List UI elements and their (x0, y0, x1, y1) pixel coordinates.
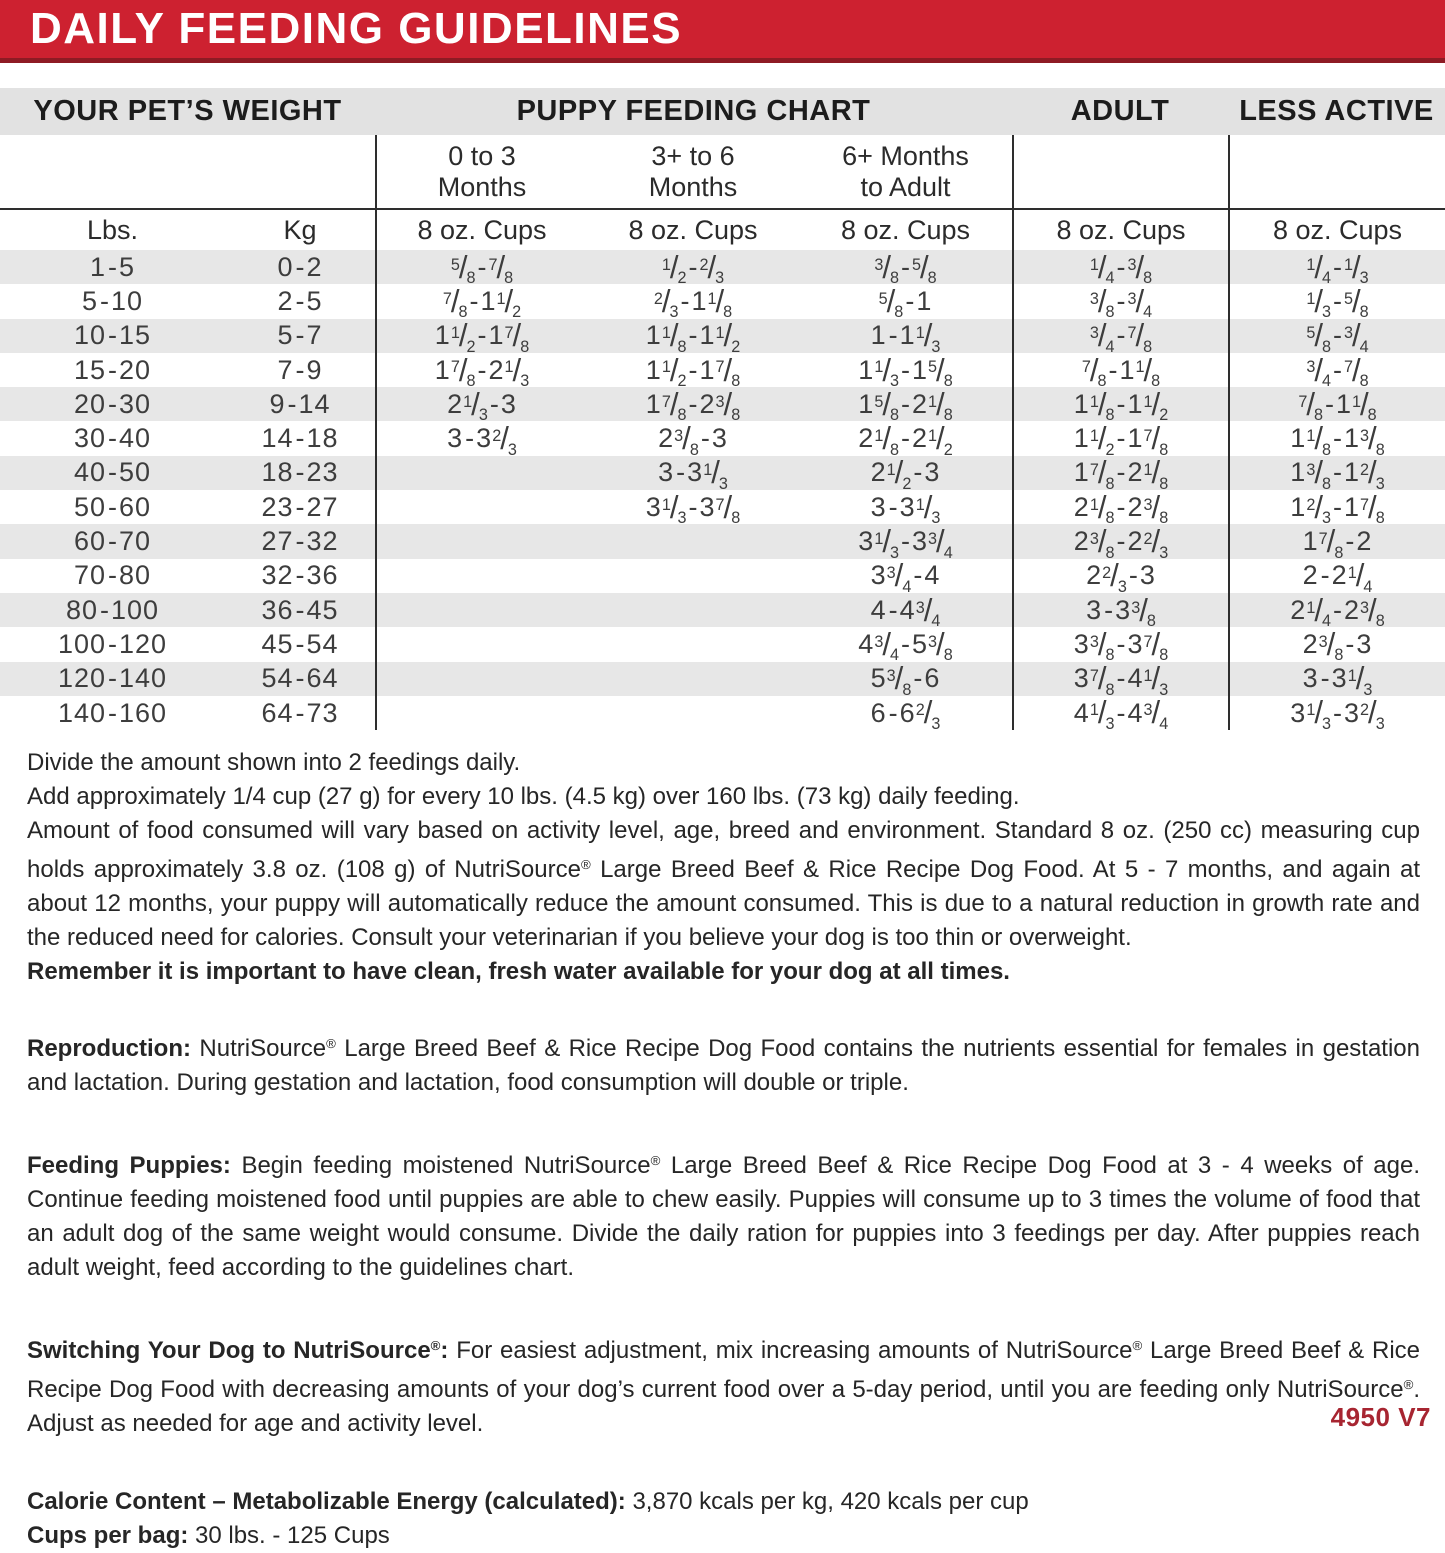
month-header-cell: 0 to 3 Months (375, 135, 587, 208)
note-text: Add approximately 1/4 cup (27 g) for every 10 lbs. (4.5 kg) over 160 lbs. (73 kg) daily feeding. (27, 783, 1020, 811)
table-cell: 23 - 27 (261, 491, 339, 522)
month-header-cell (0, 135, 225, 208)
table-row (0, 352, 1445, 391)
month-header-cell: 6+ Months to Adult (842, 140, 969, 202)
table-cell: 1 - 5 (89, 251, 136, 282)
table-cell: 27 - 32 (261, 526, 339, 557)
fraction: $^5/_8$ (878, 283, 904, 322)
table-cell: 3 - 3 $^1/_3$ (658, 455, 728, 493)
fraction: $^1/_8$ (874, 421, 899, 459)
table-cell: 1 $^1/_2$ - 1 $^7/_8$ (645, 352, 741, 391)
section-calorie-content (27, 1485, 1420, 1519)
section-lead: Feeding Puppies: (27, 1151, 231, 1179)
table-group-header (0, 88, 1445, 135)
fraction: $^2/_3$ (915, 695, 941, 733)
table-cell: 4 - 4 $^3/_4$ (870, 592, 941, 631)
fraction: $^7/_8$ (1089, 455, 1115, 493)
table-cell: 3 - 3 $^1/_3$ (870, 489, 941, 528)
table-cell: 30 - 40 (73, 423, 152, 454)
table-cell (375, 627, 587, 661)
table-cell: 1 $^1/_2$ - 1 $^7/_8$ (1012, 421, 1228, 455)
note-divide-feedings (27, 746, 1420, 780)
table-row (0, 558, 1445, 596)
table-cell: $^7/_8$ - 1 $^1/_8$ (1228, 387, 1445, 421)
group-header-pet-weight: YOUR PET’S WEIGHT (33, 95, 342, 127)
table-cell (375, 696, 587, 730)
section-text: 3,870 kcals per kg, 420 kcals per cup (632, 1487, 1029, 1515)
fraction: $^3/_8$ (928, 626, 953, 665)
fraction: $^3/_4$ (1306, 352, 1331, 391)
unit-header-row (0, 208, 1445, 250)
fraction: $^1/_4$ (1306, 249, 1331, 288)
table-cell: 3 - 3 $^1/_3$ (1228, 662, 1445, 696)
table-cell: 40 - 50 (73, 457, 152, 488)
fraction: $^7/_8$ (661, 386, 687, 425)
fraction: $^7/_8$ (1360, 489, 1385, 528)
fraction: $^1/_4$ (1089, 249, 1115, 288)
title-bar (0, 0, 1445, 63)
section-text: For easiest adjustment, mix increasing amounts of NutriSource® Large Breed Beef & Rice Recipe Dog Food with decreasing amounts of your dog’s current food over a 5-day period, until you are feeding only NutriSource®. Adjust as needed for age and activity level. (27, 1336, 1421, 1437)
fraction: $^3/_8$ (1143, 489, 1169, 528)
fraction: $^1/_3$ (661, 489, 687, 528)
unit-header-cell: 8 oz. Cups (628, 214, 758, 245)
table-cell: 1 - 1 $^1/_3$ (870, 318, 941, 356)
fraction: $^1/_3$ (915, 489, 941, 528)
fraction: $^3/_8$ (1360, 592, 1385, 631)
unit-header-cell: 8 oz. Cups (375, 210, 587, 250)
table-row (0, 695, 1445, 733)
table-cell (587, 559, 799, 593)
section-cups-per-bag (27, 1519, 1420, 1553)
table-cell: 15 - 20 (73, 354, 152, 385)
fraction: $^7/_8$ (1127, 318, 1153, 356)
table-cell: 7 - 9 (277, 354, 323, 385)
table-cell (375, 662, 587, 696)
table-cell: 80 - 100 (65, 594, 160, 625)
month-header-cell (1228, 135, 1445, 208)
fraction: $^1/_8$ (707, 283, 733, 322)
table-cell: 1 $^1/_8$ - 1 $^1/_2$ (1012, 387, 1228, 421)
table-cell: 2 $^3/_8$ - 2 $^2/_3$ (1012, 524, 1228, 558)
fraction: $^1/_3$ (1344, 249, 1369, 288)
fraction: $^1/_3$ (1347, 661, 1373, 699)
fraction: $^1/_3$ (504, 352, 530, 391)
table-cell: 2 $^1/_2$ - 3 (870, 455, 941, 493)
table-cell: $^5/_8$ - $^3/_4$ (1228, 319, 1445, 353)
fraction: $^7/_8$ (488, 249, 514, 288)
table-row (0, 249, 1445, 288)
table-cell (375, 490, 587, 524)
fraction: $^3/_8$ (886, 661, 912, 699)
table-row (0, 283, 1445, 322)
note-fresh-water (27, 955, 1420, 989)
fraction: $^3/_8$ (1360, 421, 1385, 459)
table-cell: 1 $^3/_8$ - 1 $^2/_3$ (1228, 456, 1445, 490)
table-cell: 3 $^3/_8$ - 3 $^7/_8$ (1012, 627, 1228, 661)
feeding-table (0, 135, 1445, 733)
fraction: $^3/_8$ (1089, 626, 1115, 665)
table-row (0, 421, 1445, 459)
table-cell: 5 $^3/_8$ - 6 (870, 661, 941, 699)
table-row (0, 489, 1445, 528)
fraction: $^7/_8$ (1318, 524, 1344, 562)
table-cell (587, 627, 799, 661)
table-cell: 1 $^7/_8$ - 2 $^1/_3$ (375, 353, 587, 387)
table-cell: $^3/_8$ - $^3/_4$ (1012, 284, 1228, 318)
unit-header-cell: Kg (283, 214, 317, 245)
notes-section (0, 730, 1445, 1553)
table-cell: 1 $^7/_8$ - 2 $^1/_8$ (1012, 456, 1228, 490)
section-text: Begin feeding moistened NutriSource® Large Breed Beef & Rice Recipe Dog Food at 3 - 4 weeks of age. Continue feeding moistened food until puppies are able to chew easily. Puppies will consume up to 3 times the volume of food that an adult dog of the same weight would consume. Divide the daily ration for puppies into 3 feedings per day. After puppies reach adult weight, feed according to the guidelines chart. (27, 1151, 1421, 1281)
note-amount-varies (27, 814, 1420, 955)
table-cell: 1 $^7/_8$ - 2 $^3/_8$ (645, 386, 741, 425)
table-cell: 3 $^1/_3$ - 3 $^7/_8$ (645, 489, 741, 528)
table-cell: 1 $^1/_3$ - 1 $^5/_8$ (858, 352, 953, 391)
table-cell: 70 - 80 (73, 560, 152, 591)
table-cell: 1 $^1/_8$ - 1 $^1/_2$ (645, 318, 741, 356)
fraction: $^7/_8$ (1089, 661, 1115, 699)
table-cell: 45 - 54 (261, 628, 339, 659)
fraction: $^5/_8$ (874, 386, 899, 425)
table-cell: $^3/_4$ - $^7/_8$ (1228, 353, 1445, 387)
table-cell: 18 - 23 (261, 457, 339, 488)
table-cell: 1 $^1/_2$ - 1 $^7/_8$ (375, 319, 587, 353)
table-cell: $^2/_3$ - 1 $^1/_8$ (653, 283, 733, 322)
table-cell: 10 - 15 (73, 320, 152, 351)
table-cell: 1 $^1/_8$ - 1 $^3/_8$ (1228, 421, 1445, 455)
fraction: $^1/_3$ (1143, 661, 1169, 699)
section-reproduction (27, 1027, 1420, 1100)
fraction: $^5/_8$ (450, 249, 476, 288)
fraction: $^1/_8$ (661, 318, 687, 356)
fraction: $^1/_2$ (496, 283, 522, 322)
fraction: $^1/_3$ (1306, 283, 1331, 322)
section-text: NutriSource® Large Breed Beef & Rice Recipe Dog Food contains the nutrients essential for females in gestation and lactation. During gestation and lactation, food consumption will double or triple. (27, 1034, 1420, 1096)
fraction: $^3/_8$ (674, 421, 699, 459)
section-feeding-puppies (27, 1144, 1420, 1285)
fraction: $^3/_8$ (1131, 592, 1156, 631)
fraction: $^2/_3$ (1102, 558, 1127, 596)
table-cell: 120 - 140 (57, 663, 168, 694)
table-cell: $^3/_4$ - $^7/_8$ (1012, 319, 1228, 353)
fraction: $^3/_4$ (1143, 695, 1169, 733)
table-cell: 3 - 3 $^2/_3$ (375, 421, 587, 455)
note-text: Divide the amount shown into 2 feedings daily. (27, 749, 521, 777)
fraction: $^3/_4$ (915, 592, 941, 631)
table-cell: 0 - 2 (277, 251, 323, 282)
table-cell: 60 - 70 (73, 526, 152, 557)
fraction: $^2/_3$ (492, 421, 517, 459)
fraction: $^2/_3$ (653, 283, 679, 322)
fraction: $^1/_2$ (661, 249, 687, 288)
note-text: Remember it is important to have clean, fresh water available for your dog at all times. (27, 958, 1010, 986)
fraction: $^7/_8$ (1143, 626, 1169, 665)
table-cell: 100 - 120 (57, 628, 168, 659)
fraction: $^3/_8$ (715, 386, 741, 425)
table-cell: 2 $^1/_3$ - 3 (375, 387, 587, 421)
table-cell: 32 - 36 (261, 560, 339, 591)
group-header-puppy-chart: PUPPY FEEDING CHART (516, 95, 871, 127)
fraction: $^1/_2$ (715, 318, 741, 356)
fraction: $^1/_8$ (1352, 386, 1377, 425)
fraction: $^1/_8$ (1089, 386, 1115, 425)
table-cell: 2 - 2 $^1/_4$ (1228, 559, 1445, 593)
version-code: 4950 V7 (1330, 1402, 1431, 1432)
fraction: $^1/_3$ (874, 524, 899, 562)
fraction: $^1/_4$ (1347, 558, 1373, 596)
table-cell: $^7/_8$ - 1 $^1/_2$ (375, 284, 587, 318)
section-lead: Reproduction: (27, 1034, 191, 1062)
fraction: $^7/_8$ (1081, 352, 1107, 391)
fraction: $^3/_4$ (1127, 283, 1153, 322)
fraction: $^2/_3$ (1306, 489, 1331, 528)
table-cell (375, 559, 587, 593)
table-cell: 3 $^1/_3$ - 3 $^3/_4$ (858, 524, 953, 562)
fraction: $^1/_3$ (1306, 695, 1331, 733)
table-cell (587, 524, 799, 558)
table-cell: 36 - 45 (261, 594, 339, 625)
table-cell: 20 - 30 (73, 388, 152, 419)
fraction: $^5/_8$ (1344, 283, 1369, 322)
fraction: $^2/_3$ (699, 249, 725, 288)
fraction: $^3/_4$ (886, 558, 912, 596)
fraction: $^1/_8$ (1089, 489, 1115, 528)
table-cell: $^5/_8$ - $^7/_8$ (375, 250, 587, 284)
fraction: $^2/_3$ (1143, 524, 1169, 562)
note-add-cup (27, 780, 1420, 814)
table-cell: 50 - 60 (73, 491, 152, 522)
month-header-row (0, 135, 1445, 208)
unit-header-cell: Lbs. (86, 214, 139, 245)
month-header-cell: 3+ to 6 Months (648, 140, 738, 202)
table-row (0, 626, 1445, 665)
table-cell: 3 $^3/_4$ - 4 (870, 558, 941, 596)
table-cell (587, 593, 799, 627)
table-cell: 64 - 73 (261, 697, 339, 728)
fraction: $^3/_8$ (874, 249, 899, 288)
table-cell: 2 $^1/_8$ - 2 $^3/_8$ (1012, 490, 1228, 524)
table-cell: 3 - 3 $^3/_8$ (1012, 593, 1228, 627)
fraction: $^5/_8$ (1306, 318, 1331, 356)
group-header-adult: ADULT (1070, 95, 1170, 127)
fraction: $^1/_8$ (1306, 421, 1331, 459)
fraction: $^1/_3$ (1089, 695, 1115, 733)
page-title: DAILY FEEDING GUIDELINES (30, 4, 683, 53)
table-cell: 4 $^1/_3$ - 4 $^3/_4$ (1012, 696, 1228, 730)
fraction: $^2/_3$ (1360, 455, 1385, 493)
fraction: $^1/_3$ (915, 318, 941, 356)
table-cell: 1 $^5/_8$ - 2 $^1/_8$ (858, 386, 953, 425)
fraction: $^1/_2$ (928, 421, 953, 459)
fraction: $^1/_8$ (1143, 455, 1169, 493)
fraction: $^1/_8$ (1135, 352, 1161, 391)
table-cell: 3 $^1/_3$ - 3 $^2/_3$ (1228, 696, 1445, 730)
table-cell: 3 $^7/_8$ - 4 $^1/_3$ (1012, 662, 1228, 696)
table-cell (375, 456, 587, 490)
table-cell (375, 524, 587, 558)
fraction: $^3/_4$ (928, 524, 953, 562)
table-cell: 14 - 18 (261, 423, 339, 454)
fraction: $^1/_2$ (886, 455, 912, 493)
table-cell: 2 $^2/_3$ - 3 (1012, 559, 1228, 593)
fraction: $^1/_3$ (703, 455, 728, 493)
section-lead: Cups per bag: (27, 1521, 189, 1549)
table-cell: 2 $^1/_8$ - 2 $^1/_2$ (858, 421, 953, 459)
fraction: $^1/_3$ (874, 352, 899, 391)
table-cell: 9 - 14 (269, 388, 331, 419)
fraction: $^5/_8$ (928, 352, 953, 391)
group-header-less-active: LESS ACTIVE (1239, 95, 1434, 127)
fraction: $^1/_2$ (661, 352, 687, 391)
month-header-cell (1012, 135, 1228, 208)
fraction: $^1/_3$ (463, 386, 488, 425)
table-cell: $^1/_3$ - $^5/_8$ (1228, 284, 1445, 318)
fraction: $^1/_2$ (450, 318, 476, 356)
fraction: $^3/_4$ (1089, 318, 1115, 356)
fraction: $^7/_8$ (715, 489, 741, 528)
section-text: 30 lbs. - 125 Cups (195, 1521, 390, 1549)
table-cell: 140 - 160 (57, 697, 168, 728)
fraction: $^3/_8$ (1318, 626, 1344, 665)
fraction: $^1/_8$ (928, 386, 953, 425)
table-cell: $^7/_8$ - 1 $^1/_8$ (1012, 353, 1228, 387)
table-cell: $^5/_8$ - 1 (878, 283, 933, 322)
unit-header-cell: 8 oz. Cups (1228, 210, 1445, 250)
unit-header-cell: 8 oz. Cups (840, 214, 971, 245)
table-cell: 54 - 64 (261, 663, 339, 694)
table-cell: 5 - 10 (81, 285, 144, 316)
table-cell: 1 $^2/_3$ - 1 $^7/_8$ (1228, 490, 1445, 524)
fraction: $^1/_2$ (1143, 386, 1169, 425)
table-row (0, 524, 1445, 562)
table-row (0, 661, 1445, 699)
fraction: $^1/_4$ (1306, 592, 1331, 631)
table-cell: $^1/_4$ - $^3/_8$ (1012, 250, 1228, 284)
fraction: $^3/_8$ (1306, 455, 1331, 493)
table-cell: 2 $^3/_8$ - 3 (1228, 627, 1445, 661)
fraction: $^3/_8$ (1127, 249, 1153, 288)
fraction: $^7/_8$ (442, 283, 468, 322)
table-row (0, 592, 1445, 631)
section-switching (27, 1329, 1420, 1441)
table-cell (587, 696, 799, 730)
table-row (0, 386, 1445, 425)
fraction: $^7/_8$ (1344, 352, 1369, 391)
table-cell: 2 $^3/_8$ - 3 (658, 421, 728, 459)
fraction: $^3/_8$ (1089, 524, 1115, 562)
section-lead: Switching Your Dog to NutriSource®: (27, 1336, 449, 1364)
fraction: $^7/_8$ (450, 352, 476, 391)
fraction: $^7/_8$ (715, 352, 741, 391)
unit-header-cell: 8 oz. Cups (1012, 210, 1228, 250)
section-lead: Calorie Content – Metabolizable Energy (calculated): (27, 1487, 626, 1515)
table-cell: 4 $^3/_4$ - 5 $^3/_8$ (858, 626, 953, 665)
fraction: $^1/_2$ (1089, 421, 1115, 459)
table-cell: 2 - 5 (277, 285, 323, 316)
table-cell: 6 - 6 $^2/_3$ (870, 695, 941, 733)
table-row (0, 455, 1445, 493)
table-cell: 2 $^1/_4$ - 2 $^3/_8$ (1228, 593, 1445, 627)
table-cell: $^3/_8$ - $^5/_8$ (874, 249, 937, 288)
fraction: $^5/_8$ (912, 249, 937, 288)
table-cell: 5 - 7 (277, 320, 323, 351)
note-text: Amount of food consumed will vary based on activity level, age, breed and environment. Standard 8 oz. (250 cc) measuring cup holds approximately 3.8 oz. (108 g) of NutriSource® Large Breed Beef & Rice Recipe Dog Food. At 5 - 7 months, and again at about 12 months, your puppy will automatically reduce the amount consumed. This is due to a natural reduction in growth rate and the reduced need for calories. Consult your veterinarian if you believe your dog is too thin or overweight. (27, 817, 1420, 952)
table-cell: $^1/_2$ - $^2/_3$ (661, 249, 725, 288)
table-row (0, 318, 1445, 356)
fraction: $^7/_8$ (1143, 421, 1169, 459)
fraction: $^2/_3$ (1360, 695, 1385, 733)
fraction: $^3/_4$ (874, 626, 899, 665)
fraction: $^7/_8$ (1298, 386, 1323, 425)
fraction: $^7/_8$ (504, 318, 530, 356)
fraction: $^3/_4$ (1344, 318, 1369, 356)
table-cell: 1 $^7/_8$ - 2 (1228, 524, 1445, 558)
fraction: $^3/_8$ (1089, 283, 1115, 322)
month-header-cell (225, 135, 375, 208)
table-cell (375, 593, 587, 627)
table-cell (587, 662, 799, 696)
table-cell: $^1/_4$ - $^1/_3$ (1228, 250, 1445, 284)
